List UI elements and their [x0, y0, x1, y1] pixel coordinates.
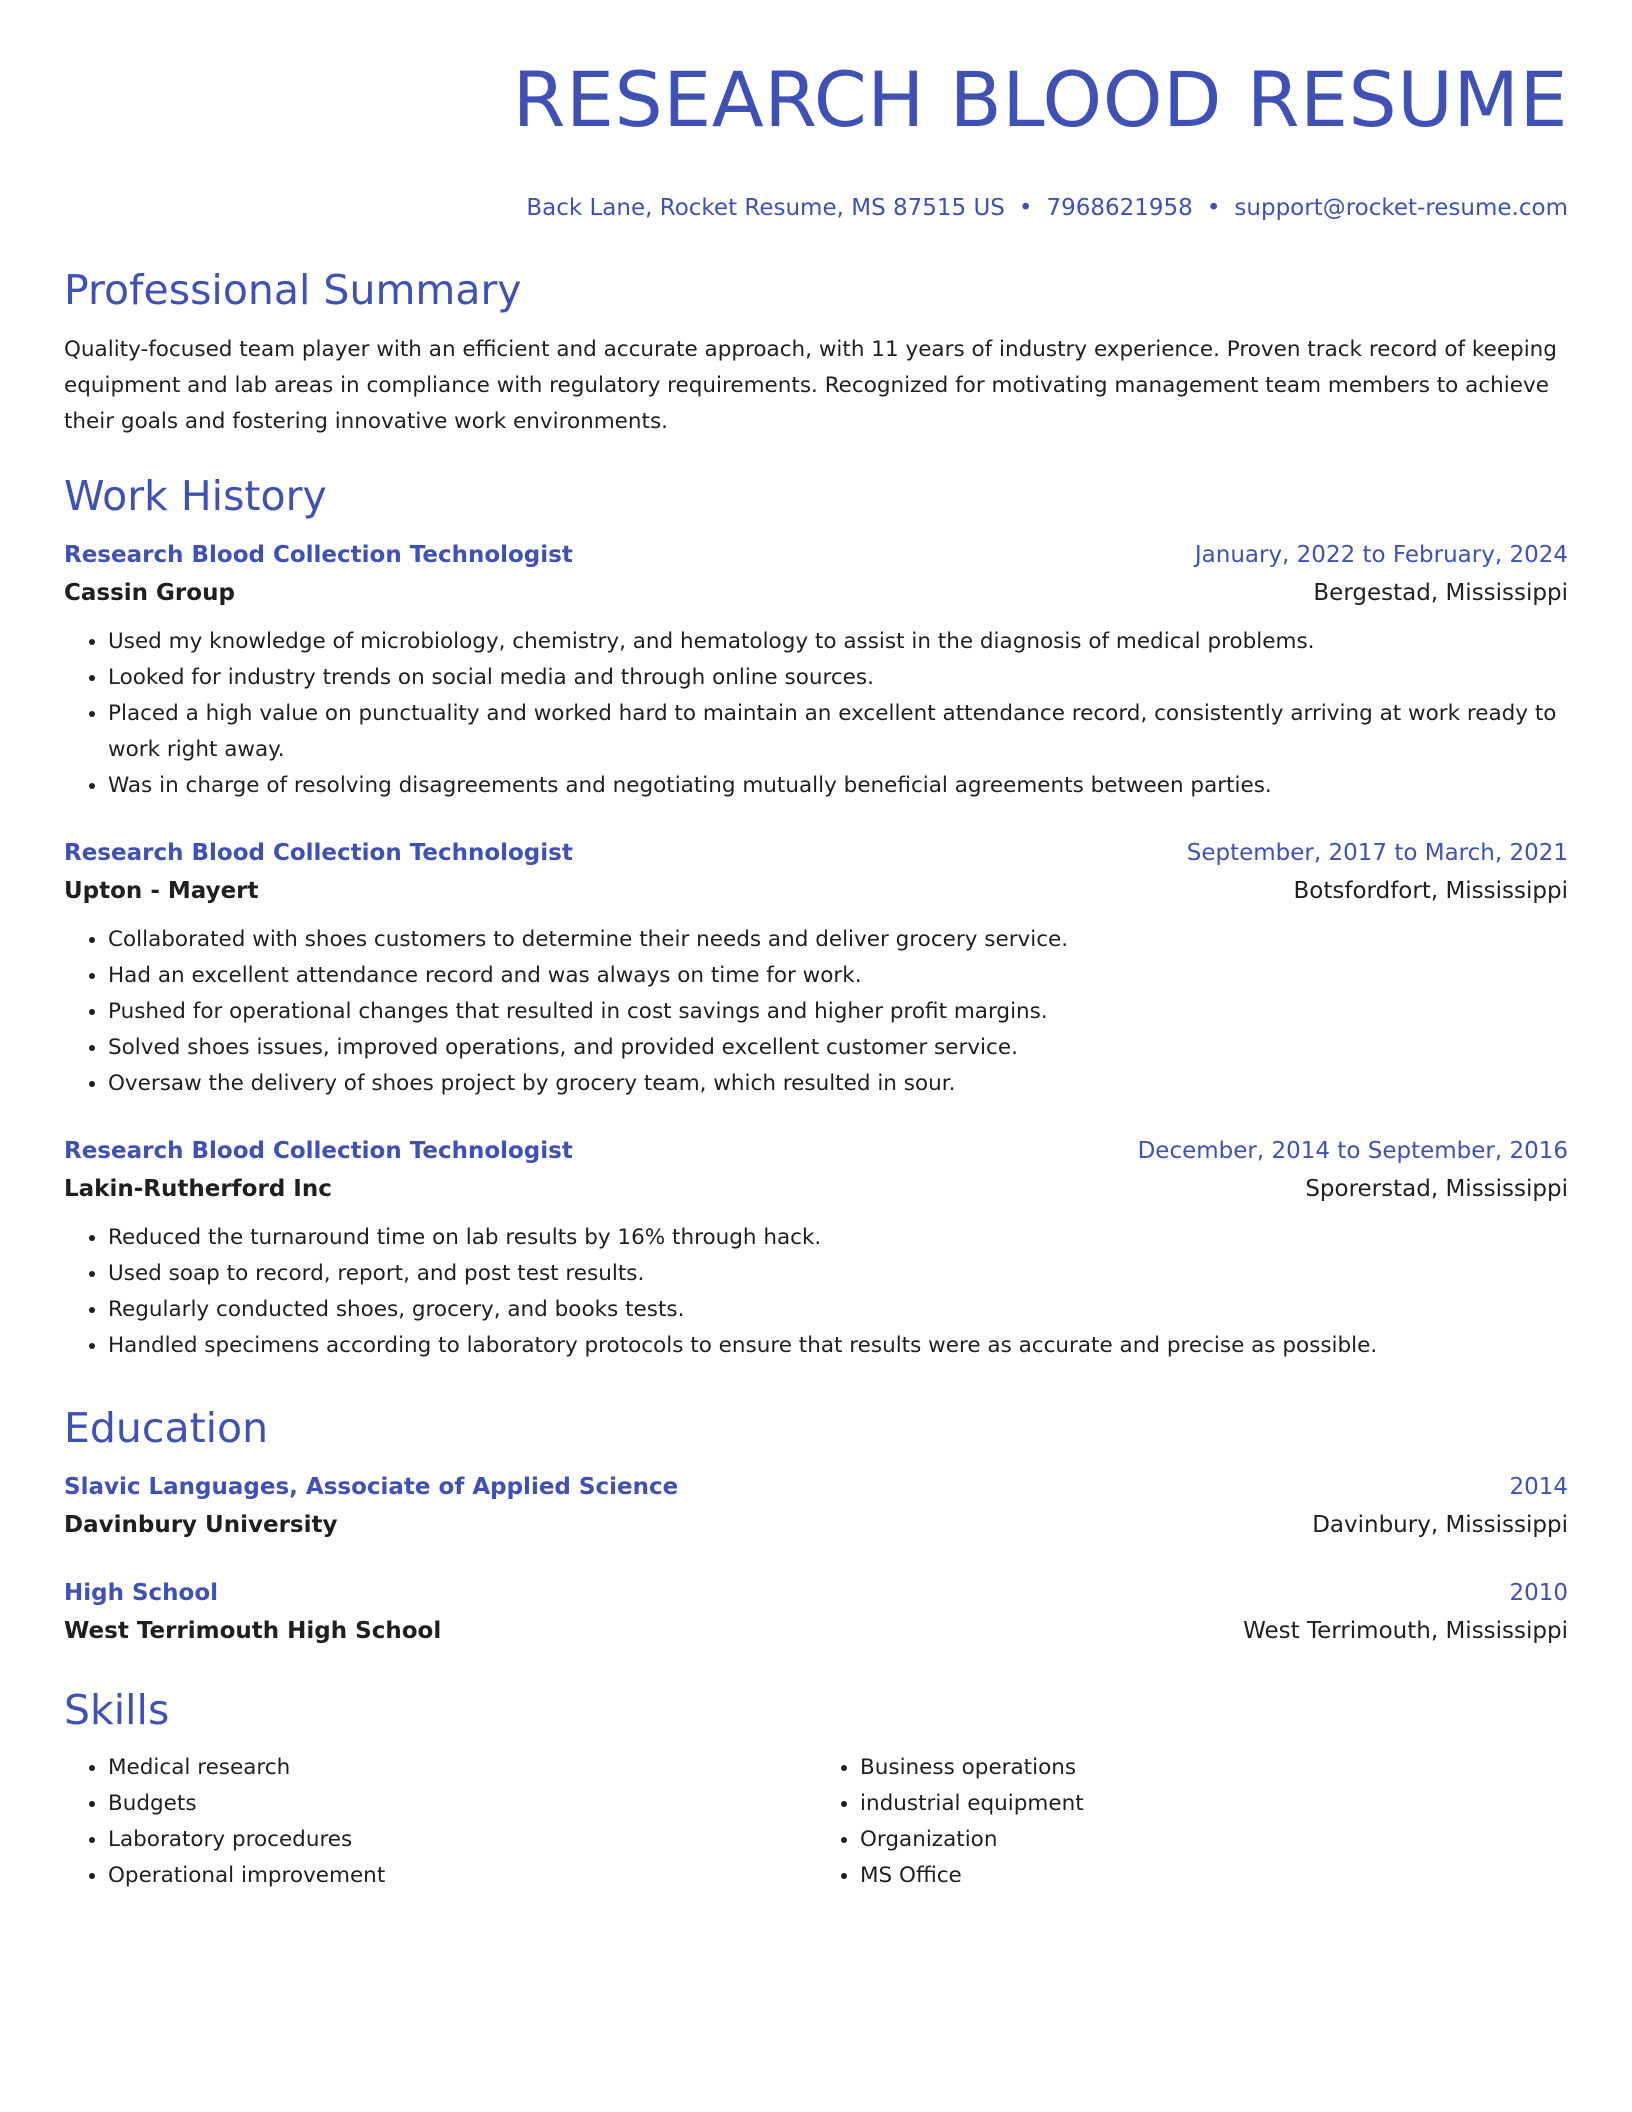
address: Back Lane, Rocket Resume, MS 87515 US	[526, 195, 1005, 221]
degree: Slavic Languages, Associate of Applied Science	[64, 1474, 679, 1500]
employer: Cassin Group	[64, 580, 235, 606]
list-item: • Used my knowledge of microbiology, chemistry, and hematology to assist in the diagnosis of medical problems.	[108, 624, 1568, 660]
job-entry	[64, 1132, 1568, 1364]
phone: 7968621958	[1046, 195, 1193, 221]
email[interactable]: support@rocket-resume.com	[1234, 195, 1568, 221]
list-item: • Handled specimens according to laboratory protocols to ensure that results were as accurate and precise as possible.	[108, 1328, 1568, 1364]
skills-column-left	[64, 1750, 816, 1894]
skill-item: • Business operations	[860, 1750, 1568, 1786]
job-title: Research Blood Collection Technologist	[64, 542, 573, 568]
job-location: Bergestad, Mississippi	[1313, 580, 1568, 606]
job-entry	[64, 536, 1568, 804]
skill-item: • Laboratory procedures	[108, 1822, 816, 1858]
list-item: • Used soap to record, report, and post test results.	[108, 1256, 1568, 1292]
contact-line	[64, 192, 1568, 224]
section-title-education: Education	[64, 1404, 269, 1452]
skill-item: • Organization	[860, 1822, 1568, 1858]
skill-item: • industrial equipment	[860, 1786, 1568, 1822]
list-item: • Oversaw the delivery of shoes project by grocery team, which resulted in sour.	[108, 1066, 1568, 1102]
education-entry	[64, 1574, 1568, 1650]
section-title-work-history: Work History	[64, 472, 327, 520]
graduation-year: 2014	[1509, 1474, 1568, 1500]
skill-item: • Budgets	[108, 1786, 816, 1822]
job-dates: September, 2017 to March, 2021	[1186, 840, 1568, 866]
job-location: Botsfordfort, Mississippi	[1293, 878, 1568, 904]
list-item: • Looked for industry trends on social media and through online sources.	[108, 660, 1568, 696]
graduation-year: 2010	[1509, 1580, 1568, 1606]
list-item: • Reduced the turnaround time on lab results by 16% through hack.	[108, 1220, 1568, 1256]
job-dates: December, 2014 to September, 2016	[1137, 1138, 1568, 1164]
skills-column-right	[816, 1750, 1568, 1894]
separator-dot: •	[1018, 195, 1033, 221]
job-entry	[64, 834, 1568, 1102]
school-location: Davinbury, Mississippi	[1312, 1512, 1568, 1538]
school-name: Davinbury University	[64, 1512, 338, 1538]
skill-item: • Medical research	[108, 1750, 816, 1786]
list-item: • Regularly conducted shoes, grocery, and books tests.	[108, 1292, 1568, 1328]
employer: Upton - Mayert	[64, 878, 259, 904]
separator-dot: •	[1206, 195, 1221, 221]
job-bullets	[64, 922, 1568, 1102]
list-item: • Was in charge of resolving disagreements and negotiating mutually beneficial agreements between parties.	[108, 768, 1568, 804]
job-title: Research Blood Collection Technologist	[64, 1138, 573, 1164]
resume-name: RESEARCH BLOOD RESUME	[512, 55, 1568, 144]
school-location: West Terrimouth, Mississippi	[1243, 1618, 1568, 1644]
list-item: • Collaborated with shoes customers to determine their needs and deliver grocery service.	[108, 922, 1568, 958]
section-title-skills: Skills	[64, 1686, 170, 1734]
job-bullets	[64, 624, 1568, 804]
degree: High School	[64, 1580, 219, 1606]
job-bullets	[64, 1220, 1568, 1364]
school-name: West Terrimouth High School	[64, 1618, 442, 1644]
job-location: Sporerstad, Mississippi	[1305, 1176, 1568, 1202]
list-item: • Placed a high value on punctuality and worked hard to maintain an excellent attendance record, consistently arriving at work ready to work right away.	[108, 696, 1568, 768]
job-title: Research Blood Collection Technologist	[64, 840, 573, 866]
skill-item: • MS Office	[860, 1858, 1568, 1894]
summary-text: Quality-focused team player with an efficient and accurate approach, with 11 years of industry experience. Proven track record of keeping equipment and lab areas in compliance with regulatory requirements. Recognized for motivating management team members to achieve their goals and fostering innovative work environments.	[64, 337, 1557, 434]
job-dates: January, 2022 to February, 2024	[1194, 542, 1568, 568]
education-entry	[64, 1468, 1568, 1544]
skill-item: • Operational improvement	[108, 1858, 816, 1894]
list-item: • Solved shoes issues, improved operations, and provided excellent customer service.	[108, 1030, 1568, 1066]
list-item: • Pushed for operational changes that resulted in cost savings and higher profit margins.	[108, 994, 1568, 1030]
list-item: • Had an excellent attendance record and was always on time for work.	[108, 958, 1568, 994]
section-title-summary: Professional Summary	[64, 266, 522, 314]
employer: Lakin-Rutherford Inc	[64, 1176, 332, 1202]
skills-grid	[64, 1750, 1568, 1894]
